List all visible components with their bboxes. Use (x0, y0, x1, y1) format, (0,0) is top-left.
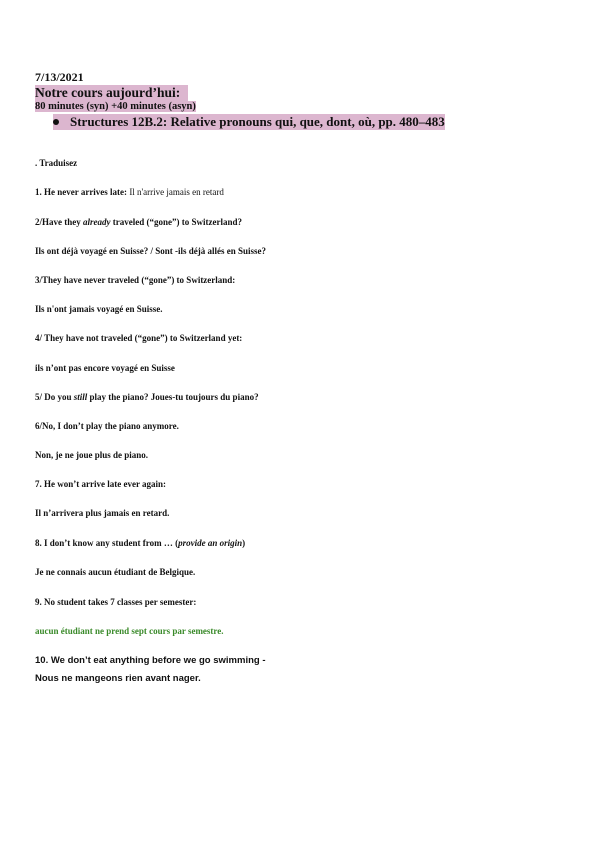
question-8-emphasis: provide an origin (178, 538, 243, 548)
date: 7/13/2021 (35, 70, 84, 84)
question-7: 7. He won’t arrive late ever again: (35, 479, 167, 489)
question-5-emphasis: still (73, 392, 88, 402)
question-8-text-b: ) (242, 538, 246, 548)
question-6: 6/No, I don’t play the piano anymore. (35, 421, 179, 431)
answer-7: Il n’arrivera plus jamais en retard. (35, 508, 170, 518)
question-1-answer: Il n'arrive jamais en retard (127, 187, 224, 197)
answer-3: Ils n'ont jamais voyagé en Suisse. (35, 304, 163, 314)
answer-6: Non, je ne joue plus de piano. (35, 450, 149, 460)
question-1-prompt: 1. He never arrives late: (35, 187, 128, 197)
question-1 (35, 187, 224, 197)
lesson-topic-item (53, 114, 445, 130)
question-2-emphasis: already (83, 217, 111, 227)
answer-2: Ils ont déjà voyagé en Suisse? / Sont -ils déjà allés en Suisse? (35, 246, 267, 256)
question-3: 3/They have never traveled (“gone”) to Switzerland: (35, 275, 236, 285)
bullet-icon (53, 119, 59, 125)
question-2-text-a: 2/Have they (35, 217, 83, 227)
lesson-duration: 80 minutes (syn) +40 minutes (asyn) (35, 101, 196, 112)
question-8-text-a: 8. I don’t know any student from … ( (35, 538, 179, 548)
answer-10: Nous ne mangeons rien avant nager. (35, 673, 201, 684)
question-5-text-a: 5/ Do you (35, 392, 74, 402)
question-5-text-b: play the piano? Joues-tu toujours du piano? (87, 392, 259, 402)
question-5 (35, 392, 259, 402)
lesson-title: Notre cours aujourd’hui: (35, 85, 188, 101)
question-2-text-b: traveled (“gone”) to Switzerland? (110, 217, 242, 227)
question-9: 9. No student takes 7 classes per semester: (35, 597, 197, 607)
section-title: . Traduisez (35, 158, 78, 168)
question-10: 10. We don’t eat anything before we go swimming - (35, 655, 266, 666)
question-4: 4/ They have not traveled (“gone”) to Switzerland yet: (35, 333, 243, 343)
answer-8: Je ne connais aucun étudiant de Belgique. (35, 567, 196, 577)
question-2 (35, 217, 242, 227)
answer-9: aucun étudiant ne prend sept cours par semestre. (35, 626, 224, 636)
answer-4: ils n’ont pas encore voyagé en Suisse (35, 363, 175, 373)
lesson-topic-text: Structures 12B.2: Relative pronouns qui, que, dont, où, pp. 480–483 (70, 114, 445, 129)
question-8 (35, 538, 245, 548)
